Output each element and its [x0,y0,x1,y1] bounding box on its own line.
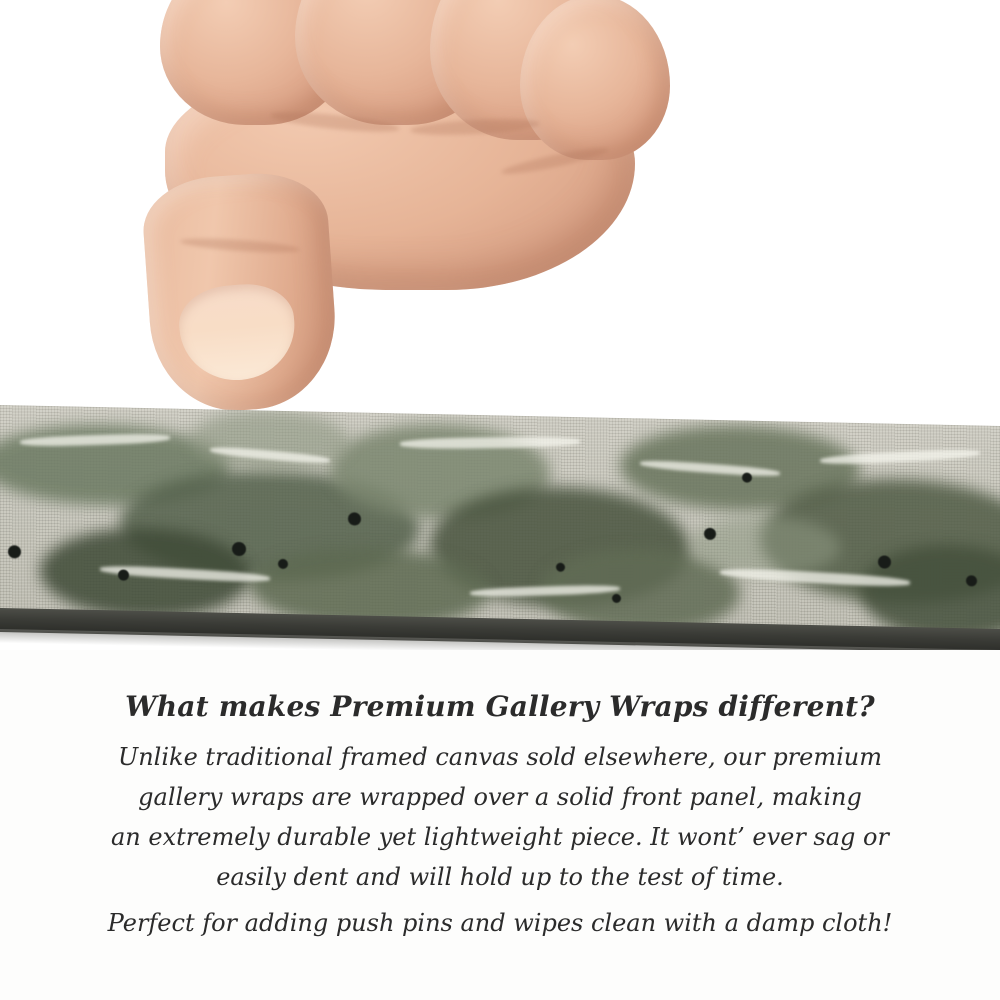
caption-line: Unlike traditional framed canvas sold elsewhere, our premium [117,743,882,771]
knuckle-shape [520,0,670,160]
caption-final-line: Perfect for adding push pins and wipes clean with a damp cloth! [107,909,893,937]
caption-line: an extremely durable yet lightweight piece. It wont’ ever sag or [111,823,889,851]
canvas-print-surface [0,405,1000,634]
caption-line: easily dent and will hold up to the test of time. [216,863,784,891]
caption-line: gallery wraps are wrapped over a solid front panel, making [138,783,862,811]
gallery-wrap-edge [0,405,1000,650]
caption-block [0,690,1000,943]
caption-heading: What makes Premium Gallery Wraps different? [125,690,875,723]
hand-illustration [120,0,640,420]
